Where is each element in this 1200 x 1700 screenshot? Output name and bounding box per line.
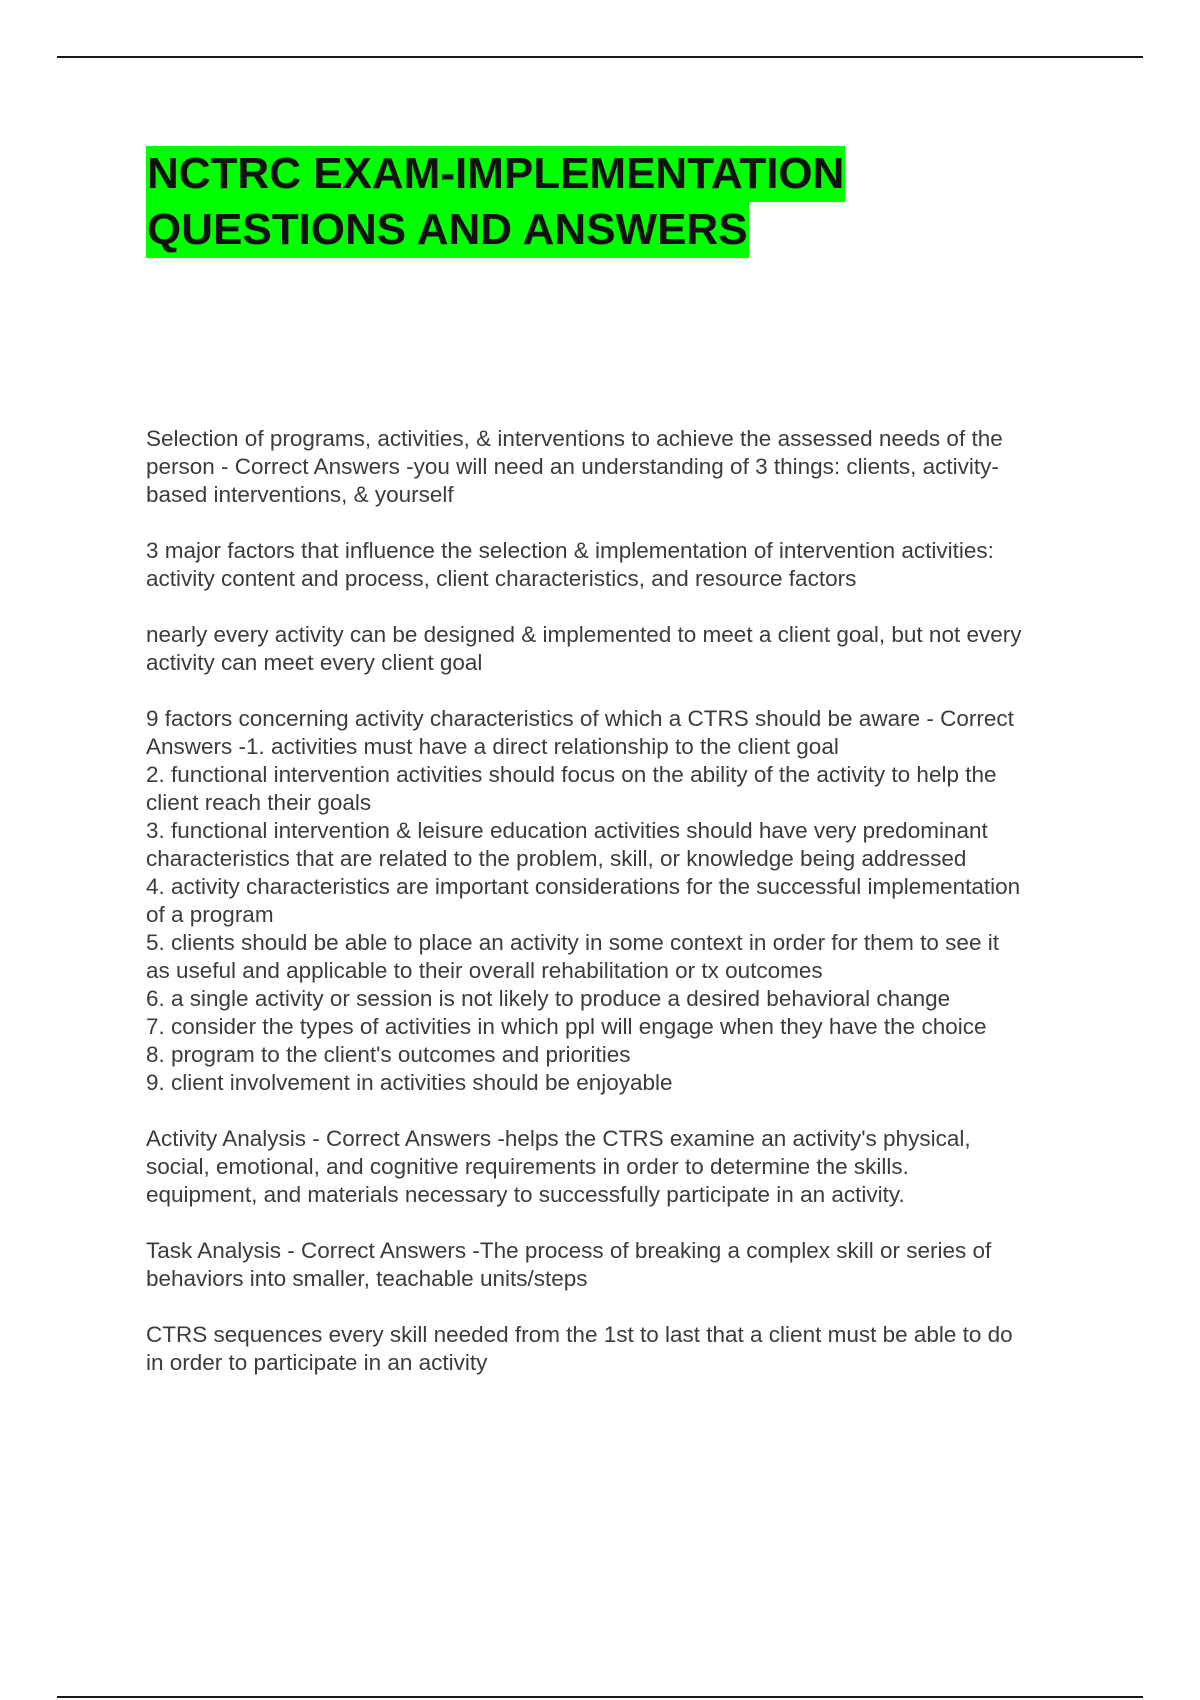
text-line: client reach their goals bbox=[146, 790, 372, 815]
text-line: of a program bbox=[146, 902, 274, 927]
text-line: characteristics that are related to the problem, skill, or knowledge being addressed bbox=[146, 846, 967, 871]
paragraph-ctrs-sequences bbox=[146, 1321, 1096, 1377]
text-line: 3. functional intervention & leisure education activities should have very predominant bbox=[146, 818, 988, 843]
text-line: Activity Analysis - Correct Answers -helps the CTRS examine an activity's physical, bbox=[146, 1126, 971, 1151]
text-line: as useful and applicable to their overall rehabilitation or tx outcomes bbox=[146, 958, 823, 983]
text-line: 9 factors concerning activity characteristics of which a CTRS should be aware - Correct bbox=[146, 706, 1014, 731]
document-title bbox=[146, 146, 845, 258]
text-line: CTRS sequences every skill needed from the 1st to last that a client must be able to do bbox=[146, 1322, 1013, 1347]
text-line: activity can meet every client goal bbox=[146, 650, 483, 675]
text-line: Selection of programs, activities, & interventions to achieve the assessed needs of the bbox=[146, 426, 1003, 451]
paragraph-activity-analysis bbox=[146, 1125, 1096, 1209]
title-line-2: QUESTIONS AND ANSWERS bbox=[146, 202, 749, 258]
text-line: behaviors into smaller, teachable units/steps bbox=[146, 1266, 588, 1291]
text-line: 7. consider the types of activities in which ppl will engage when they have the choice bbox=[146, 1014, 987, 1039]
text-line: 6. a single activity or session is not likely to produce a desired behavioral change bbox=[146, 986, 951, 1011]
text-line: nearly every activity can be designed & implemented to meet a client goal, but not every bbox=[146, 622, 1022, 647]
title-line-1: NCTRC EXAM-IMPLEMENTATION bbox=[146, 146, 845, 202]
text-line: based interventions, & yourself bbox=[146, 482, 454, 507]
paragraph-task-analysis bbox=[146, 1237, 1096, 1293]
text-line: activity content and process, client characteristics, and resource factors bbox=[146, 566, 857, 591]
text-line: Answers -1. activities must have a direct relationship to the client goal bbox=[146, 734, 839, 759]
text-line: 3 major factors that influence the selection & implementation of intervention activities: bbox=[146, 538, 994, 563]
text-line: social, emotional, and cognitive requirements in order to determine the skills. bbox=[146, 1154, 909, 1179]
text-line: Task Analysis - Correct Answers -The process of breaking a complex skill or series of bbox=[146, 1238, 992, 1263]
top-rule bbox=[57, 56, 1143, 58]
paragraph-selection bbox=[146, 425, 1096, 509]
text-line: 9. client involvement in activities should be enjoyable bbox=[146, 1070, 673, 1095]
text-line: 5. clients should be able to place an activity in some context in order for them to see it bbox=[146, 930, 999, 955]
text-line: person - Correct Answers -you will need an understanding of 3 things: clients, activity- bbox=[146, 454, 999, 479]
text-line: 8. program to the client's outcomes and priorities bbox=[146, 1042, 631, 1067]
text-line: 2. functional intervention activities should focus on the ability of the activity to help the bbox=[146, 762, 997, 787]
paragraph-nine-factors bbox=[146, 705, 1096, 1097]
text-line: 4. activity characteristics are important considerations for the successful implementation bbox=[146, 874, 1021, 899]
paragraph-major-factors bbox=[146, 537, 1096, 593]
paragraph-every-activity bbox=[146, 621, 1096, 677]
text-line: in order to participate in an activity bbox=[146, 1350, 488, 1375]
text-line: equipment, and materials necessary to successfully participate in an activity. bbox=[146, 1182, 905, 1207]
document-body bbox=[146, 425, 1096, 1405]
bottom-rule bbox=[57, 1696, 1143, 1698]
